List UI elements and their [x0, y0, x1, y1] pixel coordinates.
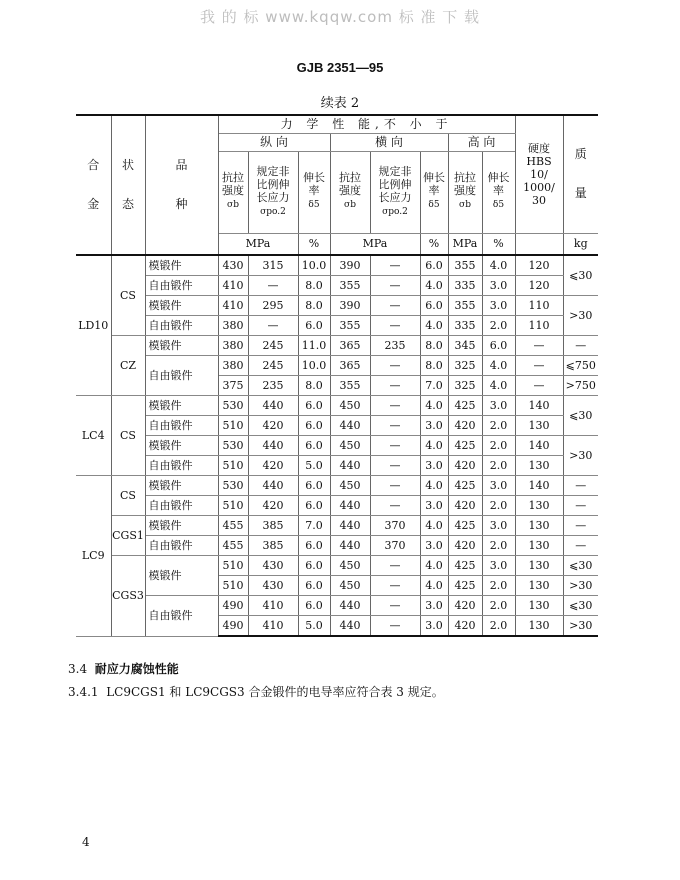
- value-cell: 130: [515, 516, 563, 536]
- value-cell: —: [370, 416, 420, 436]
- value-cell: 11.0: [298, 336, 330, 356]
- value-cell: —: [370, 376, 420, 396]
- value-cell: 410: [218, 276, 248, 296]
- unit-pct-high: %: [482, 233, 515, 255]
- variety-cell: 模锻件: [145, 396, 218, 416]
- value-cell: 420: [248, 496, 298, 516]
- value-cell: 110: [515, 296, 563, 316]
- value-cell: —: [370, 316, 420, 336]
- variety-cell: 模锻件: [145, 476, 218, 496]
- value-cell: 6.0: [298, 496, 330, 516]
- mass-cell: ⩽30: [563, 396, 598, 436]
- state-cell: CS: [111, 255, 145, 336]
- value-cell: 450: [330, 576, 370, 596]
- state-cell: CGS1: [111, 516, 145, 556]
- value-cell: —: [370, 396, 420, 416]
- document-code: GJB 2351—95: [296, 60, 384, 75]
- header-yield-trans: 规定非 比例伸 长应力 σpo.2: [370, 151, 420, 233]
- value-cell: 130: [515, 496, 563, 516]
- value-cell: 6.0: [298, 436, 330, 456]
- mass-cell: —: [563, 516, 598, 536]
- mass-cell: ⩽30: [563, 596, 598, 616]
- state-cell: CS: [111, 396, 145, 476]
- value-cell: 510: [218, 416, 248, 436]
- value-cell: 380: [218, 356, 248, 376]
- variety-cell: 模锻件: [145, 336, 218, 356]
- value-cell: 6.0: [420, 296, 448, 316]
- value-cell: 4.0: [482, 356, 515, 376]
- value-cell: 420: [248, 456, 298, 476]
- value-cell: 4.0: [482, 255, 515, 276]
- value-cell: 7.0: [420, 376, 448, 396]
- header-yield-long: 规定非 比例伸 长应力 σpo.2: [248, 151, 298, 233]
- variety-cell: 自由锻件: [145, 276, 218, 296]
- state-cell: CGS3: [111, 556, 145, 637]
- value-cell: 4.0: [420, 516, 448, 536]
- value-cell: 235: [248, 376, 298, 396]
- value-cell: 130: [515, 576, 563, 596]
- variety-cell: 自由锻件: [145, 596, 218, 637]
- mass-cell: >30: [563, 616, 598, 637]
- unit-pct-trans: %: [420, 233, 448, 255]
- value-cell: 345: [448, 336, 482, 356]
- table-row: [76, 276, 598, 296]
- value-cell: 335: [448, 276, 482, 296]
- value-cell: —: [515, 356, 563, 376]
- mass-cell: >750: [563, 376, 598, 396]
- value-cell: 430: [248, 556, 298, 576]
- value-cell: 425: [448, 396, 482, 416]
- unit-mpa-trans: MPa: [330, 233, 420, 255]
- value-cell: 130: [515, 596, 563, 616]
- table-row: [76, 456, 598, 476]
- value-cell: 440: [330, 516, 370, 536]
- unit-mpa-long: MPa: [218, 233, 298, 255]
- value-cell: 3.0: [482, 396, 515, 416]
- mass-cell: —: [563, 476, 598, 496]
- table-row: [76, 316, 598, 336]
- value-cell: 370: [370, 516, 420, 536]
- value-cell: 370: [370, 536, 420, 556]
- value-cell: 420: [448, 496, 482, 516]
- value-cell: 6.0: [298, 596, 330, 616]
- value-cell: 380: [218, 316, 248, 336]
- value-cell: 8.0: [298, 376, 330, 396]
- table-row: [76, 516, 598, 536]
- value-cell: 2.0: [482, 436, 515, 456]
- header-mass: 质 量: [563, 115, 598, 233]
- value-cell: 4.0: [420, 476, 448, 496]
- value-cell: —: [370, 616, 420, 637]
- value-cell: —: [370, 456, 420, 476]
- value-cell: 385: [248, 536, 298, 556]
- table-row: [76, 296, 598, 316]
- value-cell: 4.0: [420, 576, 448, 596]
- value-cell: —: [370, 556, 420, 576]
- value-cell: 6.0: [298, 396, 330, 416]
- value-cell: 4.0: [420, 316, 448, 336]
- table-row: [76, 596, 598, 616]
- value-cell: 3.0: [482, 276, 515, 296]
- value-cell: 3.0: [420, 616, 448, 637]
- value-cell: 4.0: [420, 396, 448, 416]
- alloy-cell: LC4: [76, 396, 111, 476]
- state-cell: CS: [111, 476, 145, 516]
- value-cell: 8.0: [420, 356, 448, 376]
- value-cell: 3.0: [420, 536, 448, 556]
- value-cell: 530: [218, 476, 248, 496]
- value-cell: 425: [448, 516, 482, 536]
- subsection-paragraph: 3.4.1 LC9CGS1 和 LC9CGS3 合金锻件的电导率应符合表 3 规定。: [68, 685, 444, 699]
- value-cell: 10.0: [298, 356, 330, 376]
- variety-cell: 自由锻件: [145, 496, 218, 516]
- value-cell: 425: [448, 556, 482, 576]
- value-cell: 2.0: [482, 616, 515, 637]
- header-longitudinal: 纵 向: [218, 133, 330, 151]
- value-cell: 110: [515, 316, 563, 336]
- value-cell: —: [370, 576, 420, 596]
- header-hardness: 硬度 HBS 10/ 1000/ 30: [515, 115, 563, 233]
- value-cell: 355: [330, 316, 370, 336]
- variety-cell: 自由锻件: [145, 416, 218, 436]
- value-cell: 245: [248, 336, 298, 356]
- value-cell: 4.0: [420, 556, 448, 576]
- value-cell: 3.0: [420, 416, 448, 436]
- value-cell: 440: [330, 536, 370, 556]
- value-cell: 420: [448, 416, 482, 436]
- header-state: 状 态: [111, 115, 145, 255]
- mass-cell: ⩽750: [563, 356, 598, 376]
- table-row: [76, 255, 598, 276]
- value-cell: 355: [330, 276, 370, 296]
- value-cell: 4.0: [420, 436, 448, 456]
- value-cell: 375: [218, 376, 248, 396]
- header-alloy: 合 金: [76, 115, 111, 255]
- table-row: [76, 416, 598, 436]
- value-cell: 7.0: [298, 516, 330, 536]
- variety-cell: 模锻件: [145, 556, 218, 596]
- value-cell: 440: [330, 596, 370, 616]
- value-cell: —: [370, 276, 420, 296]
- table-row: [76, 356, 598, 376]
- value-cell: 530: [218, 436, 248, 456]
- value-cell: 130: [515, 416, 563, 436]
- value-cell: 440: [330, 456, 370, 476]
- value-cell: 410: [248, 616, 298, 637]
- value-cell: —: [370, 436, 420, 456]
- value-cell: 3.0: [420, 456, 448, 476]
- mass-cell: ⩽30: [563, 255, 598, 296]
- value-cell: 490: [218, 616, 248, 637]
- unit-mpa-high: MPa: [448, 233, 482, 255]
- value-cell: —: [370, 496, 420, 516]
- value-cell: 355: [448, 255, 482, 276]
- header-elong-trans: 伸长 率 δ5: [420, 151, 448, 233]
- header-transverse: 横 向: [330, 133, 448, 151]
- value-cell: 130: [515, 456, 563, 476]
- value-cell: 6.0: [420, 255, 448, 276]
- value-cell: 510: [218, 556, 248, 576]
- header-tensile-trans: 抗拉 强度 σb: [330, 151, 370, 233]
- value-cell: 335: [448, 316, 482, 336]
- variety-cell: 模锻件: [145, 516, 218, 536]
- value-cell: 380: [218, 336, 248, 356]
- header-mechanical: 力 学 性 能,不 小 于: [218, 115, 515, 133]
- value-cell: —: [515, 376, 563, 396]
- value-cell: 130: [515, 556, 563, 576]
- variety-cell: 自由锻件: [145, 536, 218, 556]
- table-row: [76, 476, 598, 496]
- table-row: [76, 436, 598, 456]
- value-cell: 140: [515, 396, 563, 416]
- value-cell: 450: [330, 476, 370, 496]
- value-cell: 235: [370, 336, 420, 356]
- alloy-cell: LC9: [76, 476, 111, 637]
- value-cell: 420: [448, 456, 482, 476]
- value-cell: 440: [248, 476, 298, 496]
- value-cell: 440: [330, 616, 370, 637]
- table-row: [76, 536, 598, 556]
- table-row: [76, 396, 598, 416]
- value-cell: 420: [448, 596, 482, 616]
- value-cell: 510: [218, 456, 248, 476]
- value-cell: 8.0: [420, 336, 448, 356]
- mass-cell: >30: [563, 436, 598, 476]
- value-cell: 490: [218, 596, 248, 616]
- header-tensile-long: 抗拉 强度 σb: [218, 151, 248, 233]
- variety-cell: 自由锻件: [145, 316, 218, 336]
- variety-cell: 模锻件: [145, 255, 218, 276]
- value-cell: 420: [248, 416, 298, 436]
- table-row: [76, 556, 598, 576]
- value-cell: 3.0: [482, 296, 515, 316]
- value-cell: 140: [515, 436, 563, 456]
- value-cell: 2.0: [482, 576, 515, 596]
- value-cell: 130: [515, 616, 563, 637]
- value-cell: 2.0: [482, 596, 515, 616]
- value-cell: 245: [248, 356, 298, 376]
- value-cell: 385: [248, 516, 298, 536]
- value-cell: 365: [330, 356, 370, 376]
- page-number: 4: [82, 835, 90, 849]
- value-cell: 130: [515, 536, 563, 556]
- value-cell: —: [248, 316, 298, 336]
- mass-cell: >30: [563, 296, 598, 336]
- value-cell: —: [370, 296, 420, 316]
- value-cell: 420: [448, 616, 482, 637]
- value-cell: 6.0: [298, 576, 330, 596]
- variety-cell: 模锻件: [145, 296, 218, 316]
- header-elong-long: 伸长 率 δ5: [298, 151, 330, 233]
- value-cell: 390: [330, 255, 370, 276]
- header-variety: 品 种: [145, 115, 218, 255]
- value-cell: 410: [248, 596, 298, 616]
- value-cell: 355: [448, 296, 482, 316]
- value-cell: 5.0: [298, 456, 330, 476]
- header-tensile-high: 抗拉 强度 σb: [448, 151, 482, 233]
- value-cell: —: [370, 356, 420, 376]
- value-cell: 430: [248, 576, 298, 596]
- value-cell: 2.0: [482, 316, 515, 336]
- mass-cell: —: [563, 536, 598, 556]
- value-cell: 530: [218, 396, 248, 416]
- value-cell: 440: [248, 396, 298, 416]
- value-cell: 2.0: [482, 456, 515, 476]
- value-cell: 3.0: [482, 516, 515, 536]
- value-cell: 425: [448, 476, 482, 496]
- value-cell: 315: [248, 255, 298, 276]
- value-cell: —: [370, 476, 420, 496]
- value-cell: 6.0: [298, 476, 330, 496]
- value-cell: 6.0: [482, 336, 515, 356]
- value-cell: 8.0: [298, 276, 330, 296]
- unit-pct-long: %: [298, 233, 330, 255]
- value-cell: 325: [448, 356, 482, 376]
- value-cell: 6.0: [298, 556, 330, 576]
- variety-cell: 自由锻件: [145, 356, 218, 396]
- value-cell: 450: [330, 436, 370, 456]
- value-cell: 3.0: [420, 596, 448, 616]
- value-cell: 440: [330, 496, 370, 516]
- value-cell: —: [515, 336, 563, 356]
- value-cell: 295: [248, 296, 298, 316]
- value-cell: 440: [330, 416, 370, 436]
- value-cell: 4.0: [420, 276, 448, 296]
- header-high: 高 向: [448, 133, 515, 151]
- value-cell: 455: [218, 536, 248, 556]
- value-cell: 8.0: [298, 296, 330, 316]
- value-cell: 2.0: [482, 416, 515, 436]
- value-cell: 420: [448, 536, 482, 556]
- value-cell: 6.0: [298, 416, 330, 436]
- watermark: 我 的 标 www.kqqw.com 标 准 下 载: [200, 8, 480, 26]
- value-cell: 140: [515, 476, 563, 496]
- value-cell: 450: [330, 396, 370, 416]
- section-heading: 3.4 耐应力腐蚀性能: [68, 662, 179, 676]
- value-cell: 510: [218, 496, 248, 516]
- value-cell: 325: [448, 376, 482, 396]
- value-cell: 390: [330, 296, 370, 316]
- value-cell: —: [370, 596, 420, 616]
- mass-cell: ⩽30: [563, 556, 598, 576]
- table-row: [76, 496, 598, 516]
- variety-cell: 自由锻件: [145, 456, 218, 476]
- value-cell: 3.0: [482, 556, 515, 576]
- value-cell: 355: [330, 376, 370, 396]
- mass-cell: —: [563, 336, 598, 356]
- value-cell: 5.0: [298, 616, 330, 637]
- value-cell: 425: [448, 576, 482, 596]
- value-cell: 6.0: [298, 316, 330, 336]
- value-cell: 430: [218, 255, 248, 276]
- value-cell: 120: [515, 276, 563, 296]
- value-cell: 440: [248, 436, 298, 456]
- value-cell: 3.0: [482, 476, 515, 496]
- value-cell: 425: [448, 436, 482, 456]
- state-cell: CZ: [111, 336, 145, 396]
- value-cell: 2.0: [482, 536, 515, 556]
- table-row: [76, 336, 598, 356]
- mass-cell: >30: [563, 576, 598, 596]
- value-cell: —: [370, 255, 420, 276]
- value-cell: 10.0: [298, 255, 330, 276]
- table-title: 续表 2: [320, 96, 360, 111]
- value-cell: 3.0: [420, 496, 448, 516]
- value-cell: 410: [218, 296, 248, 316]
- value-cell: 450: [330, 556, 370, 576]
- value-cell: 455: [218, 516, 248, 536]
- value-cell: 4.0: [482, 376, 515, 396]
- value-cell: 120: [515, 255, 563, 276]
- mass-cell: —: [563, 496, 598, 516]
- value-cell: 2.0: [482, 496, 515, 516]
- unit-kg: kg: [563, 233, 598, 255]
- table-body: [76, 255, 598, 636]
- variety-cell: 模锻件: [145, 436, 218, 456]
- value-cell: —: [248, 276, 298, 296]
- value-cell: 510: [218, 576, 248, 596]
- mechanical-properties-table: [76, 114, 598, 637]
- unit-hardness-blank: [515, 233, 563, 255]
- alloy-cell: LD10: [76, 255, 111, 396]
- header-elong-high: 伸长 率 δ5: [482, 151, 515, 233]
- value-cell: 365: [330, 336, 370, 356]
- value-cell: 6.0: [298, 536, 330, 556]
